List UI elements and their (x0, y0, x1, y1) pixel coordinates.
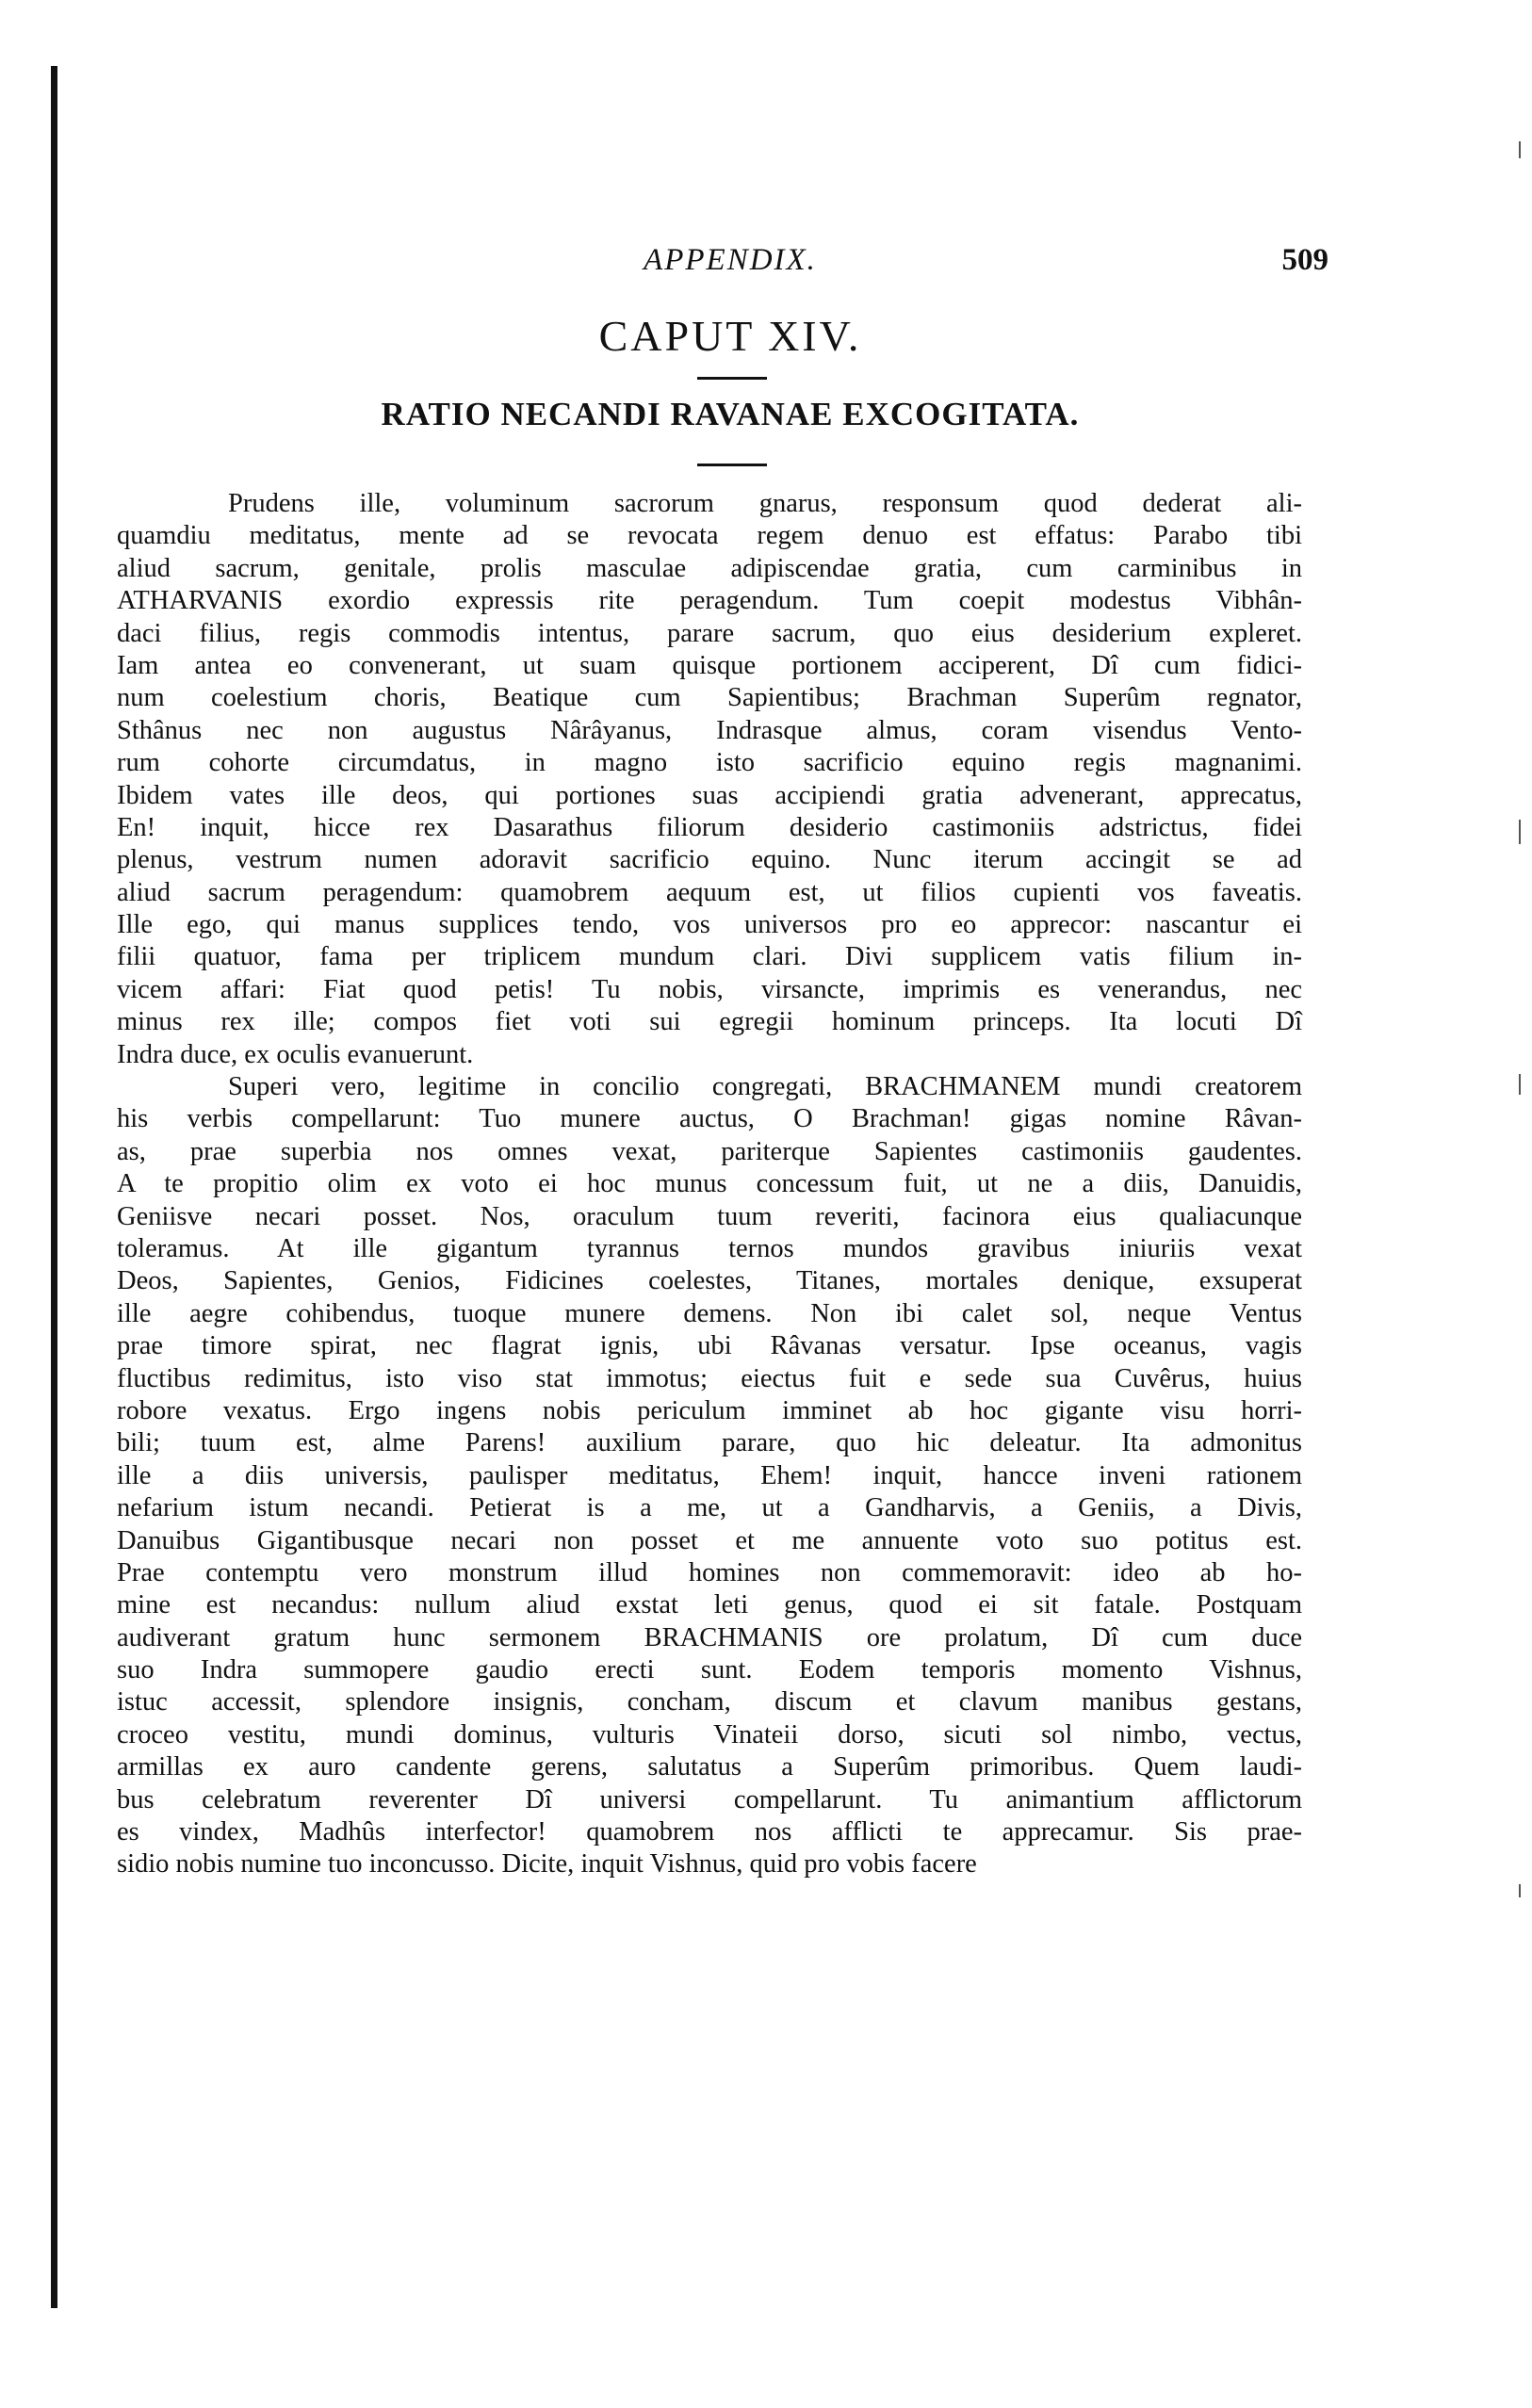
section-rule (697, 464, 767, 466)
text-line: toleramus. At ille gigantum tyrannus ternos mundos gravibus iniuriis vexat (117, 1233, 1302, 1263)
text-line: Deos, Sapientes, Genios, Fidicines coelestes, Titanes, mortales denique, exsuperat (117, 1266, 1302, 1296)
paragraph (117, 1071, 1302, 1881)
text-line: robore vexatus. Ergo ingens nobis periculum imminet ab hoc gigante visu horri- (117, 1395, 1302, 1425)
text-line: fluctibus redimitus, isto viso stat immotus; eiectus fuit e sede sua Cuvêrus, huius (117, 1363, 1302, 1393)
text-line: es vindex, Madhûs interfector! quamobrem nos afflicti te apprecamur. Sis prae- (117, 1817, 1302, 1847)
text-line: bili; tuum est, alme Parens! auxilium parare, quo hic deleatur. Ita admonitus (117, 1428, 1302, 1458)
text-line: A te propitio olim ex voto ei hoc munus concessum fuit, ut ne a diis, Danuidis, (117, 1169, 1302, 1199)
page-header (132, 243, 1328, 288)
text-line: Indra duce, ex oculis evanuerunt. (117, 1039, 474, 1069)
text-line: aliud sacrum peragendum: quamobrem aequum est, ut filios cupienti vos faveatis. (117, 877, 1302, 907)
text-line: sidio nobis numine tuo inconcusso. Dicite, inquit Vishnus, quid pro vobis facere (117, 1849, 977, 1879)
text-line: audiverant gratum hunc sermonem BRACHMANIS ore prolatum, Dî cum duce (117, 1622, 1302, 1652)
text-line: Ibidem vates ille deos, qui portiones suas accipiendi gratia advenerant, apprecatus, (117, 780, 1302, 810)
margin-mark (1519, 141, 1521, 158)
text-line: croceo vestitu, mundi dominus, vulturis Vinateii dorso, sicuti sol nimbo, vectus, (117, 1719, 1302, 1749)
text-line: daci filius, regis commodis intentus, parare sacrum, quo eius desiderium expleret. (117, 618, 1302, 648)
text-line: minus rex ille; compos fiet voti sui egregii hominum princeps. Ita locuti Dî (117, 1007, 1302, 1037)
text-line: Geniisve necari posset. Nos, oraculum tuum reveriti, facinora eius qualiacunque (117, 1201, 1302, 1231)
text-line: Prae contemptu vero monstrum illud homines non commemoravit: ideo ab ho- (117, 1557, 1302, 1587)
text-line: aliud sacrum, genitale, prolis masculae adipiscendae gratia, cum carminibus in (117, 553, 1302, 583)
text-line: armillas ex auro candente gerens, salutatus a Superûm primoribus. Quem laudi- (117, 1752, 1302, 1782)
margin-mark (1519, 820, 1521, 844)
text-line: prae timore spirat, nec flagrat ignis, ubi Râvanas versatur. Ipse oceanus, vagis (117, 1331, 1302, 1361)
body-text (117, 488, 1302, 1881)
text-line: as, prae superbia nos omnes vexat, pariterque Sapientes castimoniis gaudentes. (117, 1136, 1302, 1166)
page-edge-rule (51, 66, 57, 2308)
text-line: ATHARVANIS exordio expressis rite peragendum. Tum coepit modestus Vibhân- (117, 586, 1302, 616)
margin-mark (1519, 1884, 1521, 1897)
text-line: vicem affari: Fiat quod petis! Tu nobis, virsancte, imprimis es venerandus, nec (117, 974, 1302, 1004)
text-line: quamdiu meditatus, mente ad se revocata regem denuo est effatus: Parabo tibi (117, 521, 1302, 551)
running-head: APPENDIX. (644, 243, 817, 277)
text-line: En! inquit, hicce rex Dasarathus filiorum desiderio castimoniis adstrictus, fidei (117, 812, 1302, 842)
section-title: RATIO NECANDI RAVANAE EXCOGITATA. (381, 396, 1080, 432)
title-rule (697, 377, 767, 380)
text-line: num coelestium choris, Beatique cum Sapientibus; Brachman Superûm regnator, (117, 683, 1302, 713)
text-line: Danuibus Gigantibusque necari non posset et me annuente voto suo potitus est. (117, 1525, 1302, 1555)
text-line: istuc accessit, splendore insignis, concham, discum et clavum manibus gestans, (117, 1687, 1302, 1717)
page-number: 509 (1281, 243, 1328, 277)
text-line: ille a diis universis, paulisper meditatus, Ehem! inquit, hancce inveni rationem (117, 1460, 1302, 1490)
text-line: plenus, vestrum numen adoravit sacrificio equino. Nunc iterum accingit se ad (117, 845, 1302, 875)
text-line: Prudens ille, voluminum sacrorum gnarus, responsum quod dederat ali- (228, 489, 1302, 518)
text-line: rum cohorte circumdatus, in magno isto sacrificio equino regis magnanimi. (117, 748, 1302, 778)
text-line: Ille ego, qui manus supplices tendo, vos universos pro eo apprecor: nascantur ei (117, 910, 1302, 940)
text-line: ille aegre cohibendus, tuoque munere demens. Non ibi calet sol, neque Ventus (117, 1298, 1302, 1328)
text-line: mine est necandus: nullum aliud exstat leti genus, quod ei sit fatale. Postquam (117, 1590, 1302, 1620)
text-line: Sthânus nec non augustus Nârâyanus, Indrasque almus, coram visendus Vento- (117, 715, 1302, 745)
text-line: filii quatuor, fama per triplicem mundum clari. Divi supplicem vatis filium in- (117, 942, 1302, 972)
text-line: bus celebratum reverenter Dî universi compellarunt. Tu animantium afflictorum (117, 1784, 1302, 1814)
text-line: nefarium istum necandi. Petierat is a me, ut a Gandharvis, a Geniis, a Divis, (117, 1493, 1302, 1523)
margin-mark (1519, 1074, 1521, 1095)
text-line: Superi vero, legitime in concilio congregati, BRACHMANEM mundi creatorem (228, 1072, 1302, 1102)
text-line: his verbis compellarunt: Tuo munere auctus, O Brachman! gigas nomine Râvan- (117, 1104, 1302, 1134)
text-line: suo Indra summopere gaudio erecti sunt. Eodem temporis momento Vishnus, (117, 1655, 1302, 1685)
chapter-title: CAPUT XIV. (598, 312, 862, 360)
text-line: Iam antea eo convenerant, ut suam quisque portionem acciperent, Dî cum fidici- (117, 650, 1302, 680)
paragraph (117, 488, 1302, 1071)
